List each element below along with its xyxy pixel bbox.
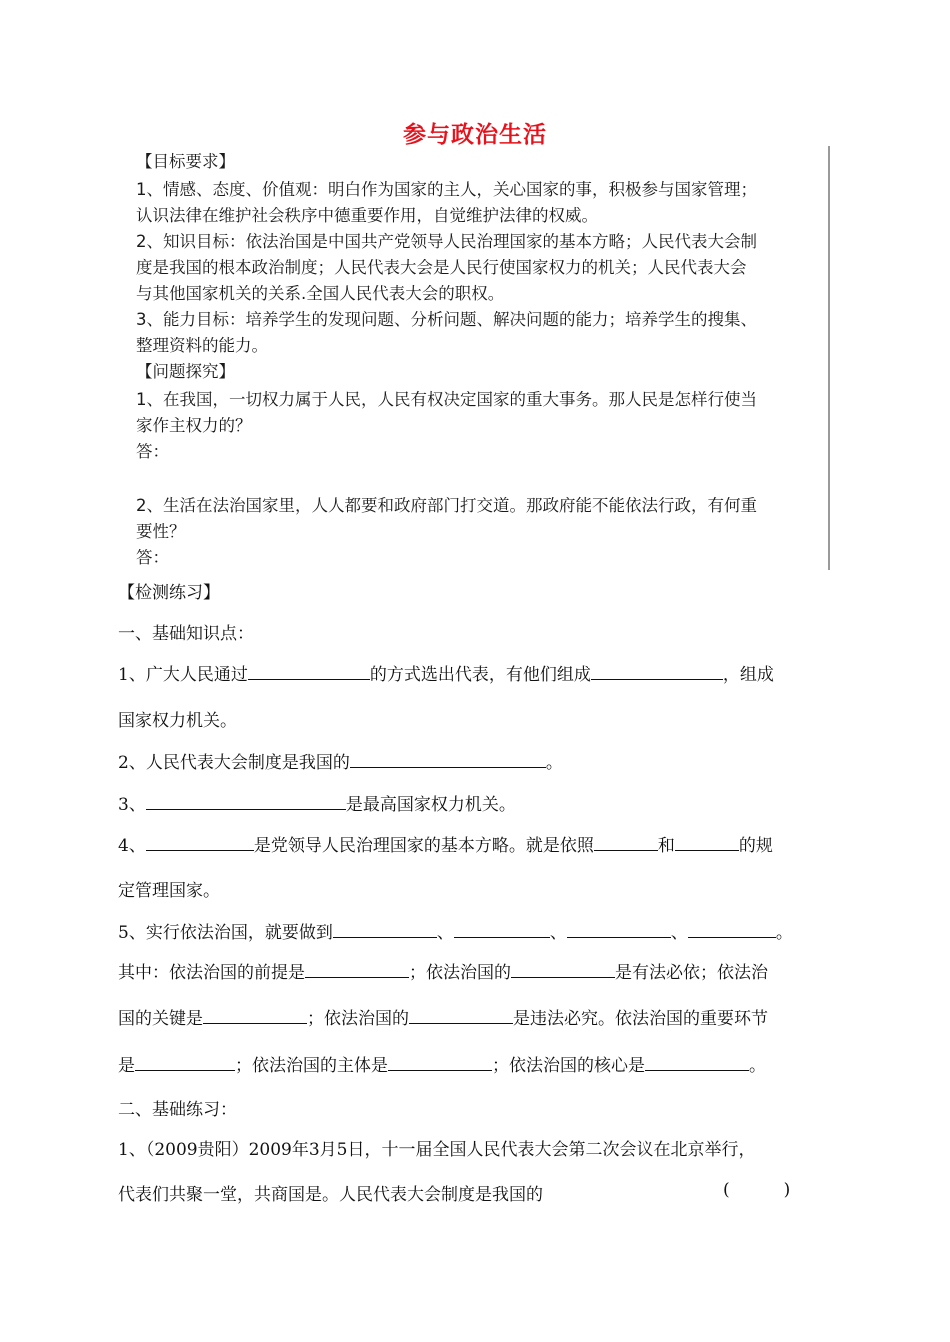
item-5 <box>118 918 793 943</box>
item-5-text: 是有法必依；依法治 <box>615 963 768 983</box>
item-5-line-2 <box>118 958 768 983</box>
exercise-1-text: 代表们共聚一堂，共商国是。人民代表大会制度是我国的 <box>118 1185 543 1205</box>
item-5-text: ；依法治国的 <box>307 1009 409 1029</box>
fill-blank[interactable] <box>511 959 615 978</box>
item-2-text: 。 <box>545 753 563 773</box>
fill-blank[interactable] <box>454 919 550 938</box>
fill-blank[interactable] <box>675 832 739 851</box>
item-5-text: 5、实行依法治国，就要做到 <box>118 923 333 943</box>
item-5-text: ；依法治国的 <box>409 963 511 983</box>
item-4-text: 的规 <box>738 836 773 856</box>
fill-blank[interactable] <box>594 832 658 851</box>
item-4-text: 是党领导人民治理国家的基本方略。就是依照 <box>253 836 594 856</box>
item-1-text: ，组成 <box>722 665 774 685</box>
question-2-answer: 答： <box>136 548 169 567</box>
fill-blank[interactable] <box>333 919 437 938</box>
item-4-text: 和 <box>657 836 675 856</box>
section-basic-knowledge: 一、基础知识点： <box>118 624 254 644</box>
inquiry-heading: 【问题探究】 <box>136 362 235 381</box>
section-basic-practice: 二、基础练习： <box>118 1100 237 1120</box>
goal-2-line-2: 度是我国的根本政治制度；人民代表大会是人民行使国家权力的机关；人民代表大会 <box>136 258 747 277</box>
item-5-text: ；依法治国的主体是 <box>235 1056 388 1076</box>
item-5-text: 、 <box>549 923 567 943</box>
item-5-text: ；依法治国的核心是 <box>492 1056 645 1076</box>
item-3-text: 3、 <box>118 795 146 815</box>
goal-2-line-1: 2、知识目标：依法治国是中国共产党领导人民治理国家的基本方略；人民代表大会制 <box>136 232 757 251</box>
item-4 <box>118 831 773 856</box>
item-5-text: 是违法必究。依法治国的重要环节 <box>513 1009 768 1029</box>
fill-blank[interactable] <box>350 749 546 768</box>
fill-blank[interactable] <box>135 1052 235 1071</box>
goal-3-line-2: 整理资料的能力。 <box>136 336 268 355</box>
goal-2-line-3: 与其他国家机关的关系.全国人民代表大会的职权。 <box>136 284 505 303</box>
goal-1-line-2: 认识法律在维护社会秩序中德重要作用，自觉维护法律的权威。 <box>136 206 598 225</box>
fill-blank[interactable] <box>146 791 346 810</box>
fill-blank[interactable] <box>305 959 409 978</box>
fill-blank[interactable] <box>688 919 776 938</box>
goal-heading: 【目标要求】 <box>136 152 235 171</box>
fill-blank[interactable] <box>409 1005 513 1024</box>
question-2-line-2: 要性？ <box>136 522 186 541</box>
fill-blank[interactable] <box>567 919 671 938</box>
fill-blank[interactable] <box>248 661 370 680</box>
item-1-text: 1、广大人民通过 <box>118 665 248 685</box>
fill-blank[interactable] <box>645 1052 749 1071</box>
item-5-line-3 <box>118 1004 768 1029</box>
item-5-line-4 <box>118 1051 766 1076</box>
item-5-text: 、 <box>670 923 688 943</box>
item-5-text: 、 <box>436 923 454 943</box>
page-title: 参与政治生活 <box>403 122 547 148</box>
item-4-text: 4、 <box>118 836 146 856</box>
question-2-line-1: 2、生活在法治国家里，人人都要和政府部门打交道。那政府能不能依法行政，有何重 <box>136 496 757 515</box>
practice-heading: 【检测练习】 <box>118 583 220 603</box>
fill-blank[interactable] <box>591 661 723 680</box>
item-1 <box>118 660 774 685</box>
divider <box>828 146 830 570</box>
item-3-text: 是最高国家权力机关。 <box>345 795 516 815</box>
fill-blank[interactable] <box>388 1052 492 1071</box>
item-5-text: 是 <box>118 1056 135 1076</box>
item-2 <box>118 748 563 773</box>
item-5-text: 。 <box>749 1056 766 1076</box>
answer-bracket[interactable]: ( ) <box>723 1180 791 1200</box>
scanned-excerpt <box>136 146 830 570</box>
goal-3-line-1: 3、能力目标：培养学生的发现问题、分析问题、解决问题的能力；培养学生的搜集、 <box>136 310 757 329</box>
item-5-text: 国的关键是 <box>118 1009 203 1029</box>
item-2-text: 2、人民代表大会制度是我国的 <box>118 753 350 773</box>
goal-1-line-1: 1、情感、态度、价值观：明白作为国家的主人，关心国家的事，积极参与国家管理； <box>136 180 757 199</box>
question-1-line-1: 1、在我国，一切权力属于人民，人民有权决定国家的重大事务。那人民是怎样行使当 <box>136 390 757 409</box>
fill-blank[interactable] <box>203 1005 307 1024</box>
item-5-text: 。 <box>775 923 793 943</box>
item-1-cont: 国家权力机关。 <box>118 711 237 731</box>
question-1-answer: 答： <box>136 442 169 461</box>
fill-blank[interactable] <box>146 832 254 851</box>
exercise-1-line-2 <box>118 1180 791 1205</box>
item-3 <box>118 790 516 815</box>
item-5-text: 其中：依法治国的前提是 <box>118 963 305 983</box>
item-1-text: 的方式选出代表，有他们组成 <box>369 665 591 685</box>
question-1-line-2: 家作主权力的？ <box>136 416 252 435</box>
exercise-1-line-1: 1、（2009贵阳）2009年3月5日，十一届全国人民代表大会第二次会议在北京举行， <box>118 1140 756 1160</box>
item-4-cont: 定管理国家。 <box>118 881 220 901</box>
